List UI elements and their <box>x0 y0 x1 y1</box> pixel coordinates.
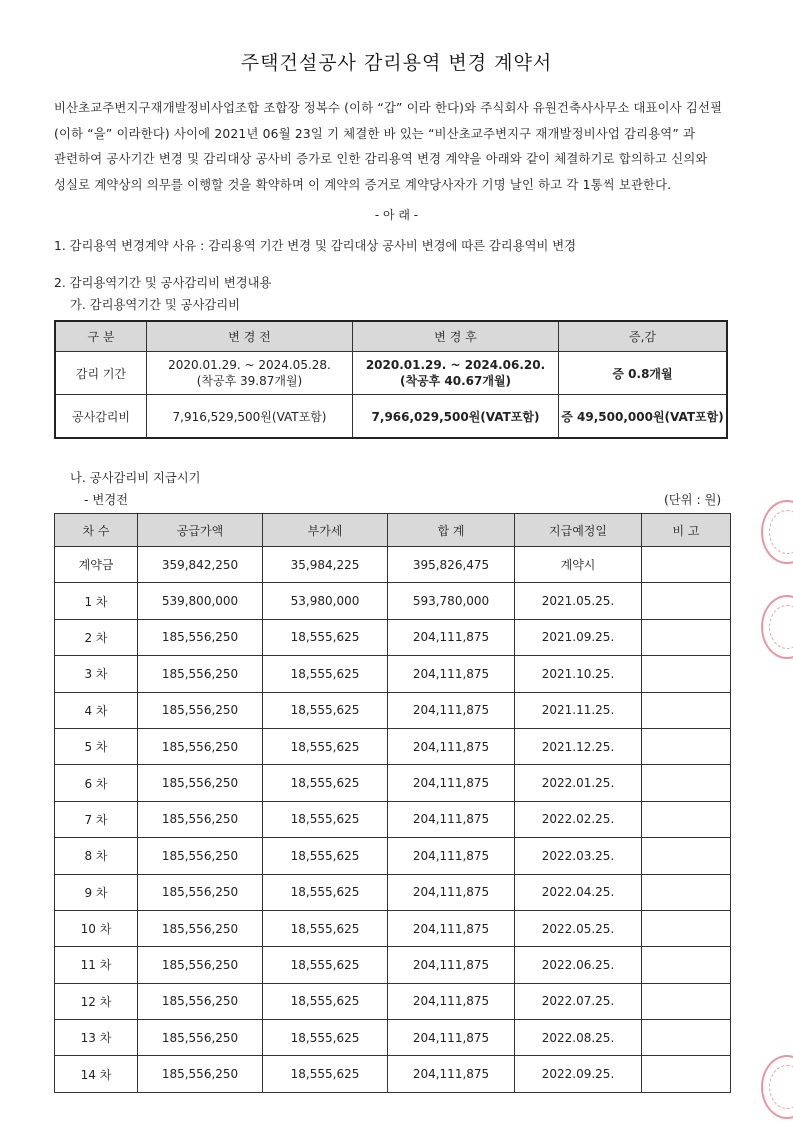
vat-cell: 18,555,625 <box>263 1056 388 1092</box>
before-fee: 7,916,529,500원(VAT포함) <box>147 395 353 439</box>
header-installment: 차 수 <box>55 514 138 547</box>
total-cell: 395,826,475 <box>388 547 515 583</box>
date-cell: 2022.07.25. <box>515 983 642 1019</box>
vat-cell: 18,555,625 <box>263 838 388 874</box>
table-row <box>55 692 731 728</box>
table-row <box>55 547 731 583</box>
vat-cell: 18,555,625 <box>263 947 388 983</box>
date-cell: 2022.03.25. <box>515 838 642 874</box>
red-seal-stamp-middle <box>761 595 793 659</box>
total-cell: 204,111,875 <box>388 656 515 692</box>
supply-cell: 185,556,250 <box>138 983 263 1019</box>
table-row <box>55 801 731 837</box>
total-cell: 204,111,875 <box>388 1056 515 1092</box>
installment-cell: 계약금 <box>55 547 138 583</box>
vat-cell: 18,555,625 <box>263 765 388 801</box>
total-cell: 204,111,875 <box>388 947 515 983</box>
installment-cell: 13 차 <box>55 1020 138 1056</box>
date-cell: 2021.12.25. <box>515 728 642 764</box>
supply-cell: 185,556,250 <box>138 1056 263 1092</box>
payment-schedule-table <box>54 513 731 1093</box>
item-2a-heading: 가. 감리용역기간 및 공사감리비 <box>70 298 241 312</box>
date-cell: 2022.04.25. <box>515 874 642 910</box>
table-row <box>55 838 731 874</box>
vat-cell: 18,555,625 <box>263 656 388 692</box>
vat-cell: 18,555,625 <box>263 874 388 910</box>
installment-cell: 10 차 <box>55 910 138 946</box>
header-supply: 공급가액 <box>138 514 263 547</box>
supply-cell: 185,556,250 <box>138 619 263 655</box>
installment-cell: 1 차 <box>55 583 138 619</box>
date-cell: 2021.09.25. <box>515 619 642 655</box>
before-period <box>147 352 353 395</box>
total-cell: 204,111,875 <box>388 692 515 728</box>
table-row <box>55 947 731 983</box>
table-row <box>55 619 731 655</box>
note-cell <box>642 692 731 728</box>
table-row <box>55 1020 731 1056</box>
installment-cell: 3 차 <box>55 656 138 692</box>
date-cell: 2021.10.25. <box>515 656 642 692</box>
before-period-range: 2020.01.29. ~ 2024.05.28. <box>168 357 331 372</box>
red-seal-stamp-top <box>761 500 793 564</box>
header-total: 합 계 <box>388 514 515 547</box>
row-label: 공사감리비 <box>55 395 147 439</box>
header-note: 비 고 <box>642 514 731 547</box>
supply-cell: 185,556,250 <box>138 728 263 764</box>
note-cell <box>642 838 731 874</box>
header-vat: 부가세 <box>263 514 388 547</box>
date-cell: 2021.11.25. <box>515 692 642 728</box>
supply-cell: 185,556,250 <box>138 765 263 801</box>
header-date: 지급예정일 <box>515 514 642 547</box>
table-row <box>55 765 731 801</box>
supply-cell: 185,556,250 <box>138 910 263 946</box>
installment-cell: 11 차 <box>55 947 138 983</box>
total-cell: 204,111,875 <box>388 983 515 1019</box>
header-before: 변 경 전 <box>147 321 353 352</box>
supply-cell: 185,556,250 <box>138 838 263 874</box>
total-cell: 204,111,875 <box>388 874 515 910</box>
vat-cell: 35,984,225 <box>263 547 388 583</box>
supply-cell: 185,556,250 <box>138 874 263 910</box>
installment-cell: 9 차 <box>55 874 138 910</box>
table-row <box>55 910 731 946</box>
before-label: - 변경전 <box>84 493 128 507</box>
total-cell: 204,111,875 <box>388 728 515 764</box>
installment-cell: 14 차 <box>55 1056 138 1092</box>
installment-cell: 2 차 <box>55 619 138 655</box>
note-cell <box>642 983 731 1019</box>
item-1-reason: 1. 감리용역 변경계약 사유 : 감리용역 기간 변경 및 감리대상 공사비 변경에 따른 감리용역비 변경 <box>54 239 576 253</box>
date-cell: 2022.06.25. <box>515 947 642 983</box>
table-row <box>55 1056 731 1092</box>
header-change: 증,감 <box>559 321 728 352</box>
date-cell: 2021.05.25. <box>515 583 642 619</box>
table-header-row <box>55 321 727 352</box>
after-period <box>353 352 559 395</box>
supply-cell: 539,800,000 <box>138 583 263 619</box>
date-cell: 2022.08.25. <box>515 1020 642 1056</box>
supply-cell: 185,556,250 <box>138 801 263 837</box>
installment-cell: 5 차 <box>55 728 138 764</box>
note-cell <box>642 801 731 837</box>
supply-cell: 185,556,250 <box>138 692 263 728</box>
supply-cell: 185,556,250 <box>138 656 263 692</box>
installment-cell: 4 차 <box>55 692 138 728</box>
period-change: 증 0.8개월 <box>559 352 728 395</box>
date-cell: 2022.02.25. <box>515 801 642 837</box>
note-cell <box>642 619 731 655</box>
date-cell: 2022.05.25. <box>515 910 642 946</box>
table-row <box>55 352 727 395</box>
note-cell <box>642 947 731 983</box>
total-cell: 593,780,000 <box>388 583 515 619</box>
date-cell: 계약시 <box>515 547 642 583</box>
note-cell <box>642 1020 731 1056</box>
period-fee-table <box>54 320 728 439</box>
note-cell <box>642 874 731 910</box>
row-label: 감리 기간 <box>55 352 147 395</box>
header-category: 구 분 <box>55 321 147 352</box>
table-row <box>55 395 727 439</box>
unit-label: (단위 : 원) <box>664 493 722 507</box>
vat-cell: 18,555,625 <box>263 801 388 837</box>
total-cell: 204,111,875 <box>388 1020 515 1056</box>
header-after: 변 경 후 <box>353 321 559 352</box>
note-cell <box>642 765 731 801</box>
total-cell: 204,111,875 <box>388 910 515 946</box>
table-row <box>55 583 731 619</box>
item-2b-heading: 나. 공사감리비 지급시기 <box>70 471 201 485</box>
table-row <box>55 656 731 692</box>
supply-cell: 185,556,250 <box>138 947 263 983</box>
installment-cell: 6 차 <box>55 765 138 801</box>
total-cell: 204,111,875 <box>388 801 515 837</box>
supply-cell: 359,842,250 <box>138 547 263 583</box>
intro-paragraph: 비산초교주변지구재개발정비사업조합 조합장 정복수 (이하 “갑” 이라 한다)와 주식회사 유원건축사사무소 대표이사 김선필 (이하 “을” 이라한다) 사이에 2021년 06월 23일 기 체결한 바 있는 “비산초교주변지구 재개발정비사업 감리용역” 과 관련하여 공사기간 변경 및 감리대상 공사비 증가로 인한 감리용역 변경 계약을 아래와 같이 체결하기로 합의하고 신의와 성실로 계약상의 의무를 이행할 것을 확약하며 이 계약의 증거로 계약당사자가 기명 날인 하고 각 1통씩 보관한다. <box>54 101 723 192</box>
date-cell: 2022.09.25. <box>515 1056 642 1092</box>
vat-cell: 18,555,625 <box>263 910 388 946</box>
installment-cell: 8 차 <box>55 838 138 874</box>
note-cell <box>642 728 731 764</box>
total-cell: 204,111,875 <box>388 619 515 655</box>
after-period-range: 2020.01.29. ~ 2024.06.20. <box>365 357 546 372</box>
after-fee: 7,966,029,500원(VAT포함) <box>353 395 559 439</box>
total-cell: 204,111,875 <box>388 838 515 874</box>
vat-cell: 18,555,625 <box>263 692 388 728</box>
before-period-months: (착공후 39.87개월) <box>196 373 303 388</box>
fee-change: 증 49,500,000원(VAT포함) <box>559 395 728 439</box>
total-cell: 204,111,875 <box>388 765 515 801</box>
vat-cell: 18,555,625 <box>263 1020 388 1056</box>
installment-cell: 12 차 <box>55 983 138 1019</box>
note-cell <box>642 1056 731 1092</box>
date-cell: 2022.01.25. <box>515 765 642 801</box>
vat-cell: 18,555,625 <box>263 728 388 764</box>
table-row <box>55 983 731 1019</box>
red-seal-stamp-bottom <box>761 1055 793 1119</box>
vat-cell: 18,555,625 <box>263 619 388 655</box>
section-divider-label: - 아 래 - <box>374 208 419 222</box>
document-title: 주택건설공사 감리용역 변경 계약서 <box>240 52 553 74</box>
table-row <box>55 728 731 764</box>
supply-cell: 185,556,250 <box>138 1020 263 1056</box>
note-cell <box>642 547 731 583</box>
after-period-months: (착공후 40.67개월) <box>399 373 512 388</box>
installment-cell: 7 차 <box>55 801 138 837</box>
table-row <box>55 874 731 910</box>
vat-cell: 53,980,000 <box>263 583 388 619</box>
table-header-row <box>55 514 731 547</box>
note-cell <box>642 583 731 619</box>
item-2-heading: 2. 감리용역기간 및 공사감리비 변경내용 <box>54 276 272 290</box>
note-cell <box>642 910 731 946</box>
vat-cell: 18,555,625 <box>263 983 388 1019</box>
note-cell <box>642 656 731 692</box>
